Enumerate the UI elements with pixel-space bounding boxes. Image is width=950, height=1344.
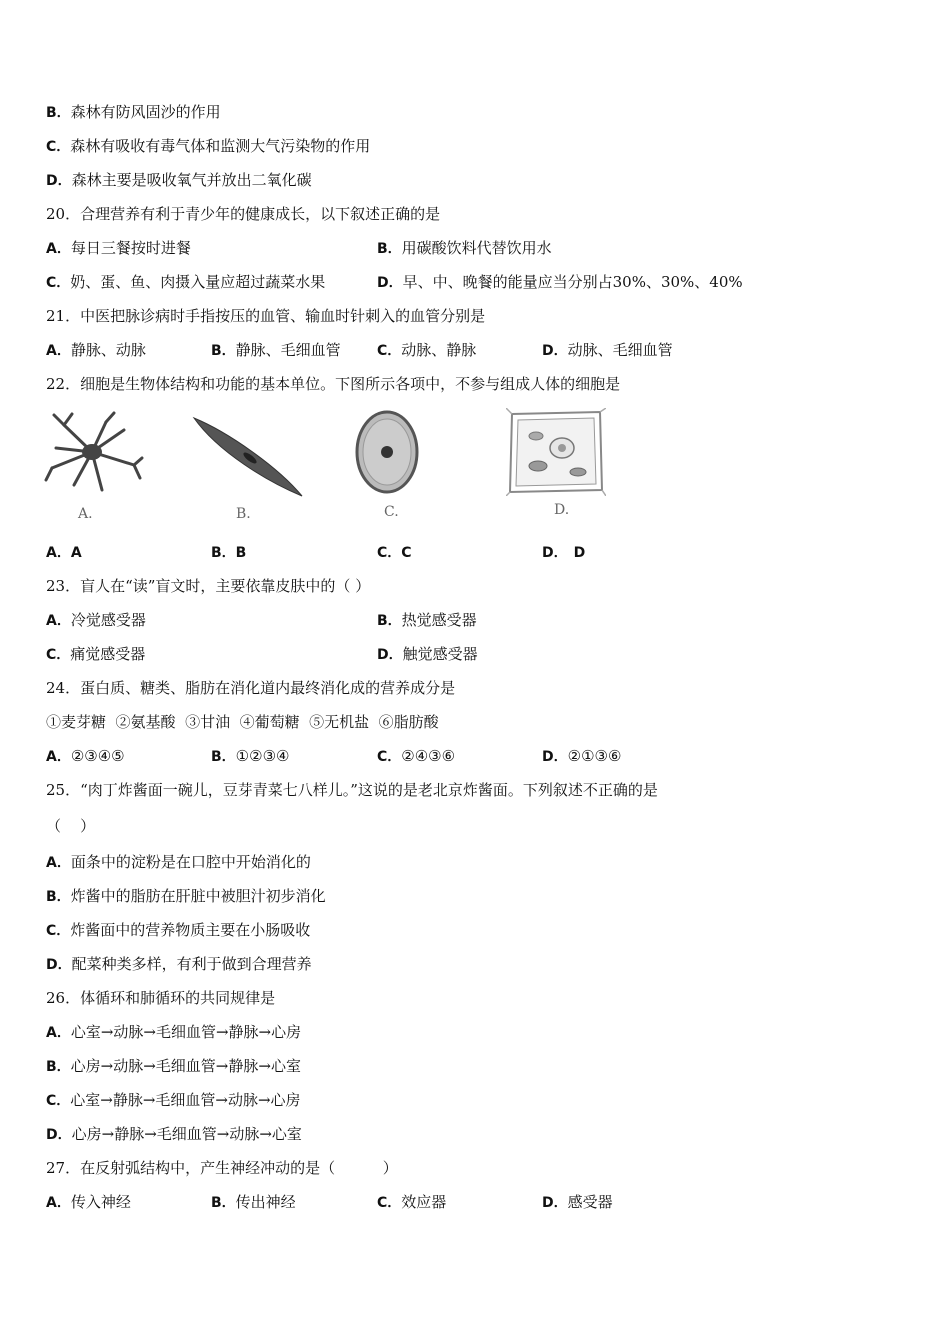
q25-stem: 25．“肉丁炸酱面一碗儿，豆芽青菜七八样儿。”这说的是老北京炸酱面。下列叙述不正确的是: [46, 781, 658, 799]
q22-option-d: D． D: [542, 545, 586, 561]
q20-stem: 20．合理营养有利于青少年的健康成长，以下叙述正确的是: [46, 205, 441, 223]
q23-option-c: C．痛觉感受器: [46, 645, 146, 663]
q20-option-c: C．奶、蛋、鱼、肉摄入量应超过蔬菜水果: [46, 273, 326, 291]
q24-stem: 24．蛋白质、糖类、脂肪在消化道内最终消化成的营养成分是: [46, 679, 456, 697]
q22-option-b: B．B: [211, 545, 247, 561]
figure-label-a: A.: [78, 506, 93, 522]
q25-paren: （ ）: [46, 817, 96, 835]
q25-option-d: D．配菜种类多样，有利于做到合理营养: [46, 955, 312, 973]
figure-label-c: C.: [384, 504, 399, 520]
figure-label-d: D.: [554, 502, 570, 518]
plant-cell-figure: [506, 408, 606, 496]
q21-option-b: B．静脉、毛细血管: [211, 341, 341, 359]
q24-option-c: C．②④③⑥: [377, 747, 456, 765]
q24-option-b: B．①②③④: [211, 747, 290, 765]
q27-option-a: A．传入神经: [46, 1193, 131, 1211]
q27-stem: 27．在反射弧结构中，产生神经冲动的是（ ）: [46, 1159, 398, 1177]
q24-option-d: D．②①③⑥: [542, 747, 622, 765]
figure-label-b: B.: [236, 506, 251, 522]
q26-option-a: A．心室→动脉→毛细血管→静脉→心房: [46, 1023, 302, 1041]
q26-stem: 26．体循环和肺循环的共同规律是: [46, 989, 276, 1007]
q24-option-a: A．②③④⑤: [46, 747, 125, 765]
q20-option-d: D．早、中、晚餐的能量应当分别占30%、30%、40%: [377, 273, 743, 291]
q26-option-b: B．心房→动脉→毛细血管→静脉→心室: [46, 1057, 301, 1075]
q26-option-c: C．心室→静脉→毛细血管→动脉→心房: [46, 1091, 301, 1109]
q20-option-a: A．每日三餐按时进餐: [46, 239, 191, 257]
neuron-cell-figure: [44, 410, 144, 500]
q27-option-d: D．感受器: [542, 1193, 613, 1211]
animal-cell-figure: [352, 408, 422, 498]
q19-option-b: B．森林有防风固沙的作用: [46, 103, 221, 121]
muscle-cell-figure: [188, 412, 308, 502]
q20-option-b: B．用碳酸饮料代替饮用水: [377, 239, 552, 257]
q21-option-a: A．静脉、动脉: [46, 341, 146, 359]
q19-option-d: D．森林主要是吸收氧气并放出二氧化碳: [46, 171, 312, 189]
q24-items: ①麦芽糖 ②氨基酸 ③甘油 ④葡萄糖 ⑤无机盐 ⑥脂肪酸: [46, 713, 439, 731]
q22-option-a: A．A: [46, 545, 82, 561]
q22-option-c: C．C: [377, 545, 412, 561]
q25-option-b: B．炸酱中的脂肪在肝脏中被胆汁初步消化: [46, 887, 326, 905]
q25-option-c: C．炸酱面中的营养物质主要在小肠吸收: [46, 921, 311, 939]
q19-option-c: C．森林有吸收有毒气体和监测大气污染物的作用: [46, 137, 371, 155]
q23-option-a: A．冷觉感受器: [46, 611, 146, 629]
q21-stem: 21．中医把脉诊病时手指按压的血管、输血时针刺入的血管分别是: [46, 307, 486, 325]
q23-stem: 23．盲人在“读”盲文时，主要依靠皮肤中的（ ）: [46, 577, 371, 595]
q22-stem: 22．细胞是生物体结构和功能的基本单位。下图所示各项中，不参与组成人体的细胞是: [46, 375, 621, 393]
q26-option-d: D．心房→静脉→毛细血管→动脉→心室: [46, 1125, 302, 1143]
q23-option-d: D．触觉感受器: [377, 645, 478, 663]
q21-option-c: C．动脉、静脉: [377, 341, 477, 359]
q23-option-b: B．热觉感受器: [377, 611, 477, 629]
q27-option-b: B．传出神经: [211, 1193, 296, 1211]
q25-option-a: A．面条中的淀粉是在口腔中开始消化的: [46, 853, 311, 871]
q21-option-d: D．动脉、毛细血管: [542, 341, 673, 359]
q27-option-c: C．效应器: [377, 1193, 447, 1211]
